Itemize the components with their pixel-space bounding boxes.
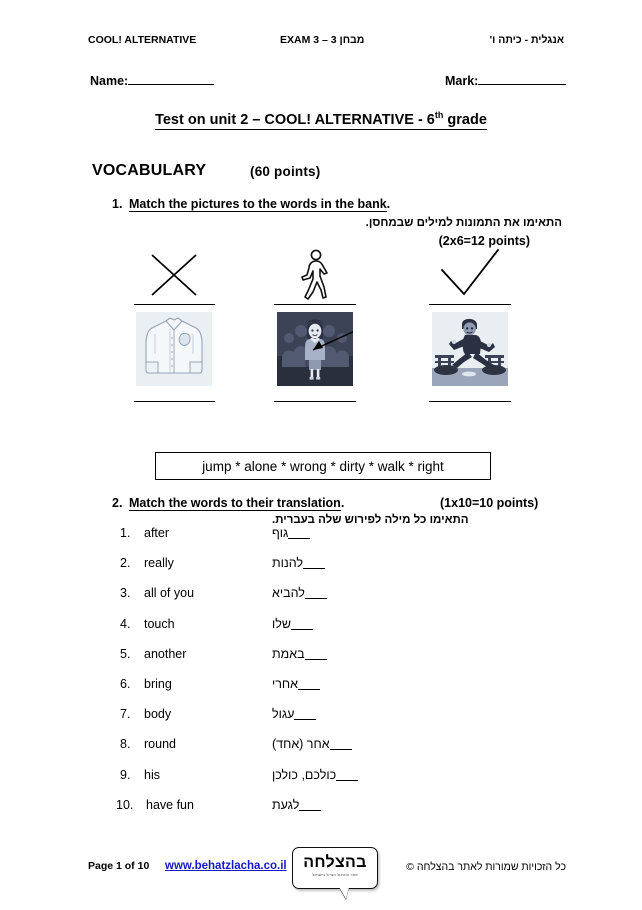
match-row-hebrew: להנות [272, 556, 304, 571]
match-row [0, 617, 642, 647]
match-row-answer-slot[interactable] [272, 737, 392, 751]
exercise-2-instruction-hebrew: התאימו כל מילה לפירוש שלה בעברית. [272, 514, 469, 526]
match-row-index: 8. [120, 737, 131, 752]
document-header [88, 34, 564, 50]
match-row-hebrew: שלו [272, 616, 291, 631]
match-row-answer-slot[interactable] [272, 617, 392, 631]
match-row-index: 6. [120, 676, 131, 691]
answer-blank[interactable] [299, 810, 321, 811]
match-row-english: all of you [144, 586, 195, 601]
mark-field-group [445, 74, 566, 88]
match-row [0, 707, 642, 737]
header-left-text: COOL! ALTERNATIVE [88, 34, 197, 46]
answer-blank[interactable] [288, 538, 310, 539]
name-field-group [90, 74, 214, 88]
match-row [0, 737, 642, 767]
match-row-english: round [144, 737, 176, 752]
website-link[interactable]: www.behatzlacha.co.il [165, 860, 287, 872]
answer-line-top-3[interactable] [429, 304, 511, 305]
match-row-answer-slot[interactable] [272, 647, 392, 661]
match-row-english: bring [144, 676, 172, 691]
header-middle-text: EXAM 3 – 3 מבחן [280, 34, 365, 46]
match-row-hebrew: באמת [272, 646, 305, 661]
exercise-2-instruction-text: Match the words to their translation [129, 496, 341, 510]
pointer-arrow-icon [303, 328, 353, 386]
exercise-2-number: 2. [112, 496, 123, 510]
name-label: Name: [90, 74, 129, 88]
match-row-english: after [144, 526, 170, 540]
dirty-shirt-image [136, 312, 212, 386]
exercise-2-instruction-period: . [340, 496, 345, 510]
logo-subtext: אתר התרגול הגדול בישראל [312, 873, 358, 877]
exercise-1-number: 1. [112, 197, 123, 211]
answer-line-bottom-2[interactable] [274, 401, 356, 402]
match-row-index: 3. [120, 586, 131, 601]
word-bank-text: jump * alone * wrong * dirty * walk * right [202, 458, 444, 474]
exercise-2-instruction [112, 496, 344, 510]
picture-2-wrapper [251, 312, 379, 390]
translation-match-list [0, 526, 642, 828]
document-footer [0, 856, 642, 906]
match-row-index: 5. [120, 646, 131, 661]
match-row-hebrew: להביא [272, 586, 305, 601]
answer-blank[interactable] [294, 719, 316, 720]
match-row-answer-slot[interactable] [272, 556, 392, 570]
exercise-1-instruction-hebrew: התאימו את התמונות למילים שבמחסן. [365, 217, 562, 229]
match-row-answer-slot[interactable] [272, 586, 392, 600]
answer-blank[interactable] [303, 568, 325, 569]
match-row-hebrew: גוף [272, 526, 289, 540]
match-row-hebrew: לגעת [272, 797, 300, 812]
picture-column-3 [406, 246, 534, 402]
section-points: (60 points) [250, 164, 321, 179]
answer-blank[interactable] [305, 598, 327, 599]
girl-alone-in-crowd-image [277, 312, 353, 386]
match-row-hebrew: כולכם, כולכן [272, 767, 337, 782]
logo-text: בהצלחה [303, 854, 367, 871]
match-row [0, 647, 642, 677]
match-row-english: really [144, 556, 174, 571]
page-title-tail: grade [443, 111, 487, 128]
answer-line-top-2[interactable] [274, 304, 356, 305]
behatzlacha-logo [292, 847, 378, 889]
page-number: Page 1 of 10 [88, 860, 150, 872]
answer-blank[interactable] [305, 659, 327, 660]
answer-blank[interactable] [298, 689, 320, 690]
match-row [0, 556, 642, 586]
match-row-answer-slot[interactable] [272, 798, 392, 812]
picture-3-wrapper [406, 312, 534, 390]
exercise-1-instruction-period: . [386, 197, 391, 211]
match-row [0, 677, 642, 707]
picture-column-2 [251, 246, 379, 402]
match-row-answer-slot[interactable] [272, 707, 392, 721]
answer-line-top-1[interactable] [134, 304, 215, 305]
x-mark-icon [110, 246, 238, 304]
match-row [0, 586, 642, 616]
picture-1-wrapper [110, 312, 238, 390]
pedestrian-walking-icon [251, 246, 379, 304]
match-row-index: 10. [116, 797, 134, 812]
exercise-1-points: (2x6=12 points) [438, 234, 530, 248]
answer-blank[interactable] [330, 749, 352, 750]
word-bank-box [155, 452, 491, 480]
match-row-answer-slot[interactable] [272, 677, 392, 691]
match-row-english: touch [144, 616, 175, 631]
logo-speech-tail [339, 887, 349, 899]
match-row-hebrew: אחרי [272, 676, 299, 691]
page-title-main: Test on unit 2 – COOL! ALTERNATIVE - 6 [155, 111, 435, 128]
exercise-2-points: (1x10=10 points) [440, 496, 539, 510]
exercise-1-picture-grid [0, 246, 642, 436]
match-row-english: have fun [146, 797, 194, 812]
check-mark-icon [406, 246, 534, 304]
name-input-line[interactable] [128, 84, 214, 85]
name-mark-row [90, 74, 562, 94]
section-name: VOCABULARY [92, 162, 207, 179]
match-row-index: 4. [120, 616, 131, 631]
answer-line-bottom-1[interactable] [134, 401, 215, 402]
match-row-english: body [144, 707, 172, 722]
match-row [0, 526, 642, 556]
page-title-ordinal-suffix: th [434, 110, 444, 120]
exercise-1-instruction [112, 197, 390, 211]
match-row-hebrew: אחר (אחד) [272, 737, 330, 752]
match-row [0, 798, 642, 828]
match-row-index: 2. [120, 556, 131, 571]
boy-jumping-hurdles-image [432, 312, 508, 386]
exercise-1-instruction-text: Match the pictures to the words in the bank [129, 197, 387, 211]
answer-blank[interactable] [336, 780, 358, 781]
match-row-answer-slot[interactable] [272, 526, 392, 540]
mark-input-line[interactable] [478, 84, 566, 85]
copyright-text: כל הזכויות שמורות לאתר בהצלחה © [406, 861, 566, 873]
match-row-index: 7. [120, 707, 131, 722]
mark-label: Mark: [445, 74, 479, 88]
match-row-hebrew: עגול [272, 707, 295, 722]
match-row-index: 9. [120, 767, 131, 782]
picture-column-1 [110, 246, 238, 402]
header-right-text: אנגלית - כיתה ו' [489, 34, 564, 46]
match-row-answer-slot[interactable] [272, 768, 392, 782]
match-row-english: his [144, 767, 160, 782]
answer-blank[interactable] [291, 629, 313, 630]
match-row [0, 768, 642, 798]
section-heading [92, 162, 321, 180]
match-row-index: 1. [120, 526, 131, 540]
page-title [0, 110, 642, 128]
answer-line-bottom-3[interactable] [429, 401, 511, 402]
match-row-english: another [144, 646, 187, 661]
